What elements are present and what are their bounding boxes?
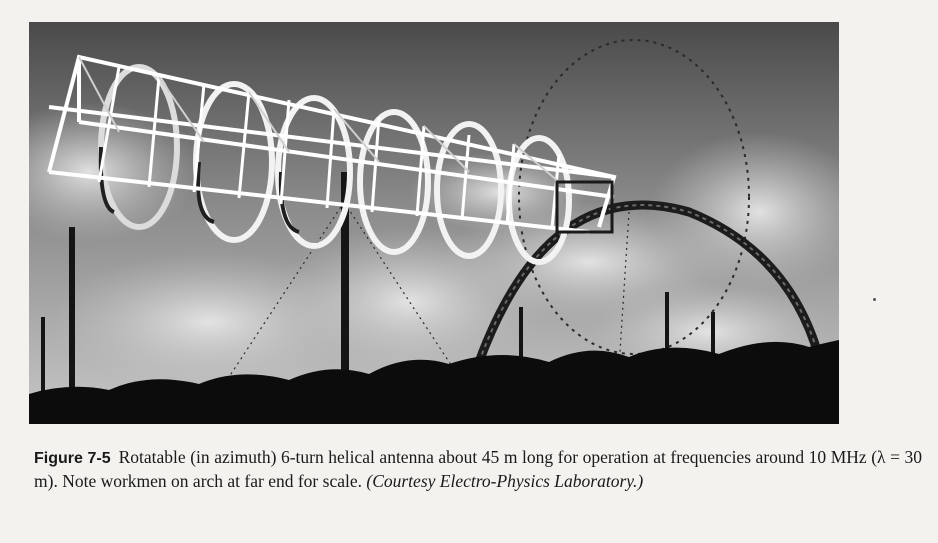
figure-label: Figure 7-5 (34, 450, 111, 467)
stray-mark (873, 298, 876, 301)
caption-text: Rotatable (in azimuth) 6-turn helical antenna about 45 m long for operation at frequencies around 10 MHz (λ = 30 m). Note workmen on arch at far end for scale. (34, 447, 922, 491)
antenna-photograph-drawing (29, 22, 839, 424)
figure-caption (34, 446, 922, 493)
antenna-photograph (29, 22, 839, 424)
caption-credit: (Courtesy Electro-Physics Laboratory.) (366, 471, 644, 491)
